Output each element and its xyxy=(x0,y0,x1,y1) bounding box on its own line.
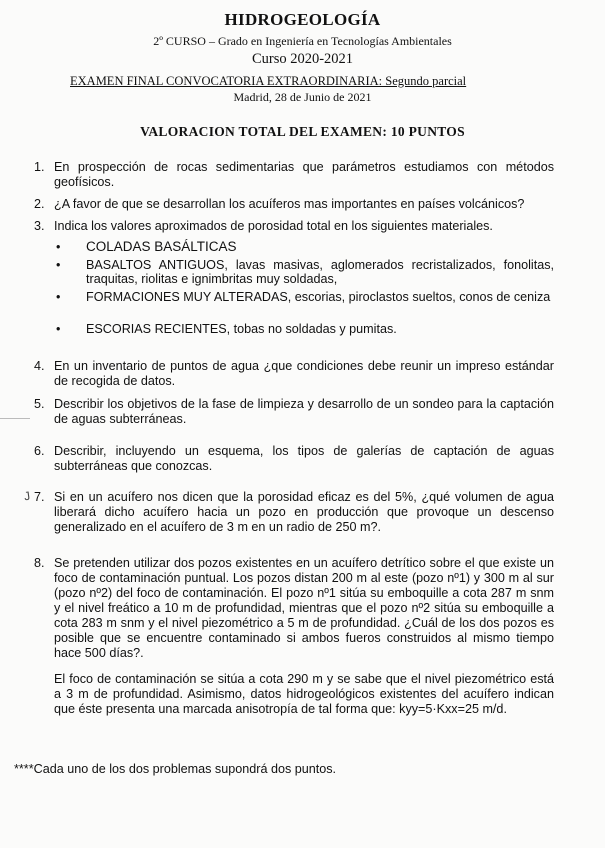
material-item xyxy=(56,290,554,304)
bullet-icon: • xyxy=(56,290,61,304)
place-date: Madrid, 28 de Junio de 2021 xyxy=(233,90,372,104)
exam-heading: EXAMEN FINAL CONVOCATORIA EXTRAORDINARIA: Segundo parcial xyxy=(70,74,467,88)
question-5 xyxy=(34,397,554,427)
question-text: Describir, incluyendo un esquema, los tipos de galerías de captación de aguas subterráneas que conozcas. xyxy=(54,444,554,473)
question-4 xyxy=(34,359,554,389)
material-item xyxy=(56,258,554,286)
margin-handwritten-mark: J xyxy=(23,488,31,504)
question-8 xyxy=(34,556,554,661)
question-number: 5. xyxy=(34,397,45,411)
question-text: En prospección de rocas sedimentarias que parámetros estudiamos con métodos geofísicos. xyxy=(54,160,554,189)
question-text: ¿A favor de que se desarrollan los acuíferos mas importantes en países volcánicos? xyxy=(54,197,525,211)
scan-artifact-line xyxy=(0,418,30,419)
material-text: COLADAS BASÁLTICAS xyxy=(86,239,237,254)
question-text: Indica los valores aproximados de porosidad total en los siguientes materiales. xyxy=(54,219,493,233)
question-number: 1. xyxy=(34,160,45,174)
course-line: 2º CURSO – Grado en Ingeniería en Tecnologías Ambientales xyxy=(153,34,452,48)
material-item xyxy=(56,240,554,254)
question-text: Si en un acuífero nos dicen que la porosidad eficaz es del 5%, ¿qué volumen de agua liberará dicho acuífero hacia un pozo en producción que provoque un descenso generalizado en el acuífero de 3 m en un radio de 250 m?. xyxy=(54,490,554,534)
question-8-continuation: El foco de contaminación se sitúa a cota 290 m y se sabe que el nivel piezométrico está a 3 m de profundidad. Asimismo, datos hidrogeológicos existentes del acuífero indican que éste presenta una marcada anisotropía de tal forma que: kyy=5·Kxx=25 m/d. xyxy=(54,672,554,716)
question-number: 2. xyxy=(34,197,45,211)
question-number: 3. xyxy=(34,219,45,233)
question-1 xyxy=(34,160,554,190)
total-score-heading: VALORACION TOTAL DEL EXAMEN: 10 PUNTOS xyxy=(140,124,465,139)
question-number: 7. xyxy=(34,490,45,504)
question-6 xyxy=(34,444,554,474)
question-2 xyxy=(34,197,554,212)
question-number: 6. xyxy=(34,444,45,458)
subject-title: HIDROGEOLOGÍA xyxy=(224,10,381,29)
material-text: FORMACIONES MUY ALTERADAS, escorias, piroclastos sueltos, conos de ceniza xyxy=(86,290,551,304)
footnote: ****Cada uno de los dos problemas supondrá dos puntos. xyxy=(14,762,337,776)
question-text: En un inventario de puntos de agua ¿que condiciones debe reunir un impreso estándar de recogida de datos. xyxy=(54,359,554,388)
material-item xyxy=(56,322,554,336)
question-number: 8. xyxy=(34,556,45,570)
bullet-icon: • xyxy=(56,322,61,336)
question-number: 4. xyxy=(34,359,45,373)
bullet-icon: • xyxy=(56,240,61,254)
material-text: ESCORIAS RECIENTES, tobas no soldadas y pumitas. xyxy=(86,322,397,336)
academic-year: Curso 2020-2021 xyxy=(251,51,354,67)
bullet-icon: • xyxy=(56,258,61,272)
question-text: Se pretenden utilizar dos pozos existentes en un acuífero detrítico sobre el que existe un foco de contaminación puntual. Los pozos distan 200 m al este (pozo nº1) y 300 m al sur (pozo nº2) del foco de contaminación. El pozo nº1 sitúa su emboquille a cota 287 m snm y el nivel freático a 10 m de profundidad, mientras que el pozo nº2 sitúa su emboquille a cota 283 m snm y el nivel piezométrico a 5 m de profundidad. ¿Cuál de los dos pozos es posible que se encuentre contaminado si ambos fueros construidos al mismo tiempo hace 500 días?. xyxy=(54,556,554,660)
question-3 xyxy=(34,219,554,234)
question-7 xyxy=(34,490,554,535)
material-text: BASALTOS ANTIGUOS, lavas masivas, aglomerados recristalizados, fonolitas, traquitas, riolitas e ignimbritas muy soldadas, xyxy=(86,258,554,286)
question-text: Describir los objetivos de la fase de limpieza y desarrollo de un sondeo para la captación de aguas subterráneas. xyxy=(54,397,554,426)
